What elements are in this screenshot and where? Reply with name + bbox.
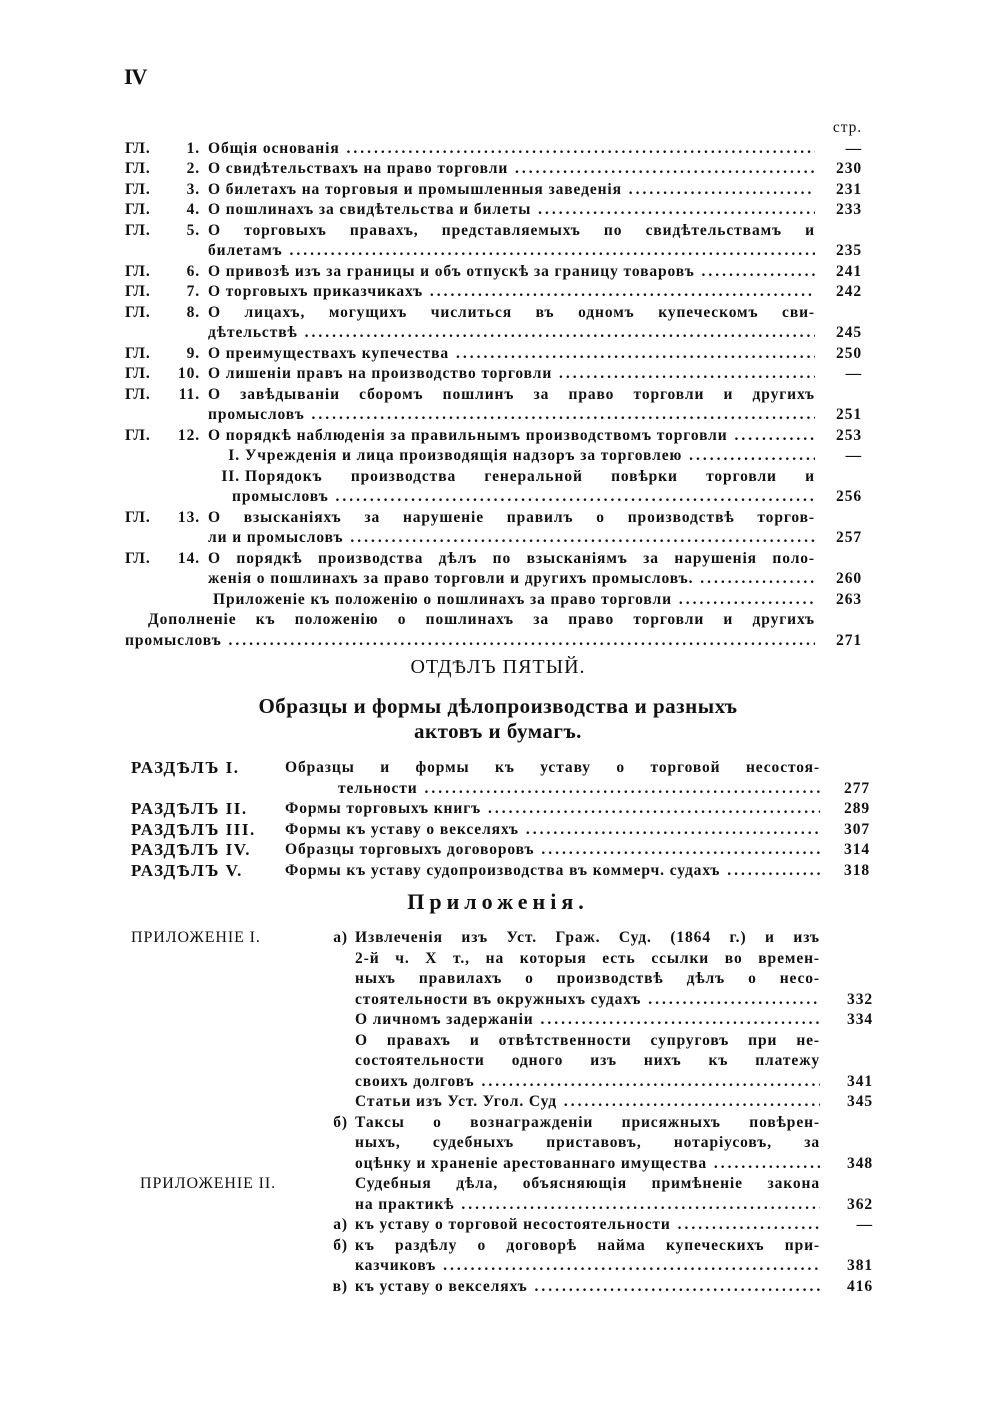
toc-line <box>0 758 1000 779</box>
entry-text: Формы къ уставу судопроизводства въ коммерч. судахъ ..... <box>285 861 820 882</box>
toc-line <box>0 799 1000 820</box>
entry-text: промысловъ ..... <box>125 631 815 652</box>
entry-label: ГЛ. <box>125 160 151 177</box>
page-column-header <box>0 118 1000 139</box>
entry-number: б) <box>333 1113 348 1131</box>
toc-line <box>0 159 1000 180</box>
entry-text-line <box>208 159 815 180</box>
entry-number: в) <box>332 1277 348 1295</box>
page-ref: 289 <box>844 800 870 817</box>
entry-label: РАЗДѢЛЪ I. <box>131 758 240 777</box>
entry-text-line <box>338 779 820 800</box>
toc-line <box>0 779 1000 800</box>
entry-text-line <box>208 241 815 262</box>
entry-label: ГЛ. <box>125 180 151 198</box>
entry-text: Формы торговыхъ книгъ ..... <box>285 799 820 820</box>
toc-line <box>0 1031 1000 1052</box>
toc-line <box>0 1195 1000 1216</box>
entry-label: РАЗДѢЛЪ V. <box>131 860 243 880</box>
entry-text-line <box>355 1174 820 1195</box>
entry-text-line <box>232 487 815 508</box>
page-ref: 253 <box>836 426 862 444</box>
toc-line <box>0 569 1000 590</box>
page-ref: — <box>845 365 862 382</box>
toc-line <box>0 861 1000 882</box>
page-ref: 277 <box>844 779 870 797</box>
page-ref: 231 <box>836 180 862 198</box>
page-ref: 381 <box>847 1257 873 1274</box>
entry-number: 7. <box>186 283 200 300</box>
toc-line <box>0 928 1000 949</box>
page-ref: 332 <box>847 990 873 1008</box>
toc-line <box>0 1215 1000 1236</box>
toc-line <box>0 221 1000 242</box>
toc-line <box>0 1277 1000 1298</box>
entry-label: ГЛ. <box>125 365 151 382</box>
entry-number: 9. <box>186 344 200 362</box>
entry-text: билетамъ ..... <box>208 241 815 262</box>
entry-text-line <box>285 758 820 779</box>
entry-text: дѣтельствѣ ..... <box>208 323 815 344</box>
entry-text-line <box>125 631 815 652</box>
page-ref: 245 <box>836 324 862 341</box>
section5-header <box>0 656 1000 682</box>
toc-line <box>0 405 1000 426</box>
entry-text-line <box>355 1010 820 1031</box>
entry-text-line <box>355 949 820 970</box>
entry-text-line <box>208 180 815 201</box>
toc-line <box>0 241 1000 262</box>
page-ref: 235 <box>836 242 862 259</box>
entry-text-line <box>355 1256 820 1277</box>
section5-subtitle-line: актовъ и бумагъ. <box>414 719 582 743</box>
section5-subtitle-line: Образцы и формы дѣлопроизводства и разныхъ <box>258 694 738 718</box>
toc-line <box>0 549 1000 570</box>
page-ref: 341 <box>847 1072 873 1090</box>
entry-text: О правахъ и отвѣтственности супруговъ при не- <box>355 1031 820 1049</box>
entry-text: О порядкѣ наблюденія за правильнымъ производствомъ торговли ..... <box>208 426 815 447</box>
entry-number: 1. <box>186 139 200 157</box>
entry-text-line <box>245 467 815 488</box>
entry-number: 13. <box>177 508 200 526</box>
page-ref: — <box>845 139 862 157</box>
appendices-title: Приложенія. <box>407 889 589 914</box>
entry-number: а) <box>333 1216 348 1233</box>
entry-label: ГЛ. <box>125 385 151 403</box>
toc-line <box>0 467 1000 488</box>
toc-line <box>0 1051 1000 1072</box>
page-ref: 241 <box>836 262 862 280</box>
entry-text: Порядокъ производства генеральной повѣрки торговли и <box>245 467 815 485</box>
page-ref: 230 <box>836 160 862 177</box>
entry-text-line <box>208 364 815 385</box>
entry-text-line <box>355 1195 820 1216</box>
entry-text: Формы къ уставу о векселяхъ ..... <box>285 820 820 841</box>
entry-text-line <box>355 969 820 990</box>
entry-label: РАЗДѢЛЪ IV. <box>131 840 252 859</box>
entry-text-line <box>355 1215 820 1236</box>
toc-line <box>0 262 1000 283</box>
toc-line <box>0 303 1000 324</box>
entry-text: О преимуществахъ купечества ..... <box>208 344 815 365</box>
entry-text-line <box>285 840 820 861</box>
entry-text: Судебныя дѣла, объясняющія примѣненіе закона <box>355 1175 820 1192</box>
toc-line <box>0 1092 1000 1113</box>
toc-line <box>0 1072 1000 1093</box>
toc-line <box>0 508 1000 529</box>
entry-label: ГЛ. <box>125 344 151 362</box>
page-ref: 233 <box>836 201 862 218</box>
entry-text: Образцы и формы къ уставу о торговой несостоя- <box>285 759 820 776</box>
entry-text: къ раздѣлу о договорѣ найма купеческихъ при- <box>355 1236 820 1254</box>
entry-number: 3. <box>186 180 200 198</box>
entry-text: Учрежденія и лица производящія надзоръ за торговлею ..... <box>245 446 815 467</box>
entry-text-line <box>208 549 815 570</box>
entry-text-line <box>355 1113 820 1134</box>
entry-text-line <box>208 323 815 344</box>
page-ref: 242 <box>836 283 862 300</box>
page-column-label: стр. <box>832 119 862 136</box>
page-ref: 250 <box>836 344 862 362</box>
entry-text: ныхъ правилахъ о производствѣ дѣлъ о несо- <box>355 970 820 987</box>
toc-line <box>0 990 1000 1011</box>
page-ref: — <box>845 447 862 464</box>
entry-label: ПРИЛОЖЕНІЕ I. <box>131 929 261 946</box>
entry-text-line <box>208 282 815 303</box>
entry-text-line <box>355 1133 820 1154</box>
entry-text: О порядкѣ производства дѣлъ по взысканіямъ за нарушенія поло- <box>208 549 815 567</box>
page-ref: 271 <box>836 631 862 649</box>
entry-text: Дополненіе къ положенію о пошлинахъ за право торговли и другихъ <box>148 611 815 628</box>
page-ref: — <box>856 1216 873 1233</box>
entry-text: О пошлинахъ за свидѣтельства и билеты ..... <box>208 200 815 221</box>
entry-text: къ уставу о торговой несостоятельности ..... <box>355 1215 820 1236</box>
entry-text-line <box>285 799 820 820</box>
entry-text-line <box>245 446 815 467</box>
section5-razdels <box>0 758 1000 881</box>
entry-number: II. <box>221 467 240 485</box>
page-ref: 307 <box>844 820 870 838</box>
toc-line <box>0 820 1000 841</box>
toc-line <box>0 364 1000 385</box>
entry-text-line <box>213 590 815 611</box>
entry-number: 10. <box>177 365 200 382</box>
section5-title: ОТДѢЛЪ ПЯТЫЙ. <box>410 656 586 678</box>
entry-text: промысловъ ..... <box>208 405 815 426</box>
entry-text: О привозѣ изъ за границы и объ отпускѣ за границу товаровъ ..... <box>208 262 815 283</box>
page-ref: 345 <box>847 1093 873 1110</box>
toc-line <box>0 385 1000 406</box>
entry-text: состоятельности одного изъ нихъ къ платежу <box>355 1052 820 1069</box>
entry-text: Общія основанія ..... <box>208 139 815 160</box>
toc-line <box>0 631 1000 652</box>
entry-text-line <box>355 1072 820 1093</box>
entry-text-line <box>208 508 815 529</box>
toc-line <box>0 344 1000 365</box>
entry-text: О завѣдываніи сборомъ пошлинъ за право торговли и другихъ <box>208 385 815 403</box>
entry-text-line <box>355 1092 820 1113</box>
toc-line <box>0 1256 1000 1277</box>
page-ref: 257 <box>836 529 862 546</box>
entry-number: б) <box>333 1236 348 1254</box>
entry-text: къ уставу о векселяхъ ..... <box>355 1277 820 1298</box>
page-ref: 334 <box>847 1011 873 1028</box>
entry-text-line <box>208 221 815 242</box>
entry-text: О лицахъ, могущихъ числиться въ одномъ купеческомъ сви- <box>208 303 815 321</box>
toc-line <box>0 528 1000 549</box>
entry-text-line <box>355 1031 820 1052</box>
entry-text: Таксы о вознагражденіи присяжныхъ повѣрен- <box>355 1113 820 1131</box>
entry-text-line <box>355 928 820 949</box>
toc-line <box>0 200 1000 221</box>
entry-text: Приложеніе къ положенію о пошлинахъ за право торговли ..... <box>213 590 815 611</box>
entry-text: казчиковъ ..... <box>355 1256 820 1277</box>
entry-text-line <box>285 820 820 841</box>
entry-text-line <box>208 405 815 426</box>
entry-text-line <box>208 385 815 406</box>
page-ref: 263 <box>836 590 862 608</box>
entry-text-line <box>285 861 820 882</box>
entry-text-line <box>355 990 820 1011</box>
page-ref: 348 <box>847 1154 873 1172</box>
entry-text-line <box>148 610 815 631</box>
entry-label: ГЛ. <box>125 508 151 526</box>
toc-line <box>0 969 1000 990</box>
entry-text: Статьи изъ Уст. Угол. Суд ..... <box>355 1092 820 1113</box>
toc-line <box>0 282 1000 303</box>
toc-line <box>0 1010 1000 1031</box>
entry-text: О торговыхъ правахъ, представляемыхъ по свидѣтельствамъ и <box>208 221 815 239</box>
page-ref: 318 <box>844 861 870 879</box>
entry-text: на практикѣ ..... <box>355 1195 820 1216</box>
entry-number: 11. <box>178 385 200 403</box>
appendices-list <box>0 928 1000 1297</box>
entry-number: 2. <box>186 160 200 177</box>
toc-line <box>0 1133 1000 1154</box>
page-ref: 256 <box>836 488 862 505</box>
entry-text-line <box>208 303 815 324</box>
entry-text: О лишеніи правъ на производство торговли ..... <box>208 364 815 385</box>
entry-text-line <box>208 426 815 447</box>
entry-text-line <box>355 1154 820 1175</box>
entry-label: ГЛ. <box>125 303 151 321</box>
toc-line <box>0 426 1000 447</box>
entry-text-line <box>208 262 815 283</box>
toc-line <box>0 139 1000 160</box>
page-number: IV <box>124 64 147 89</box>
page-ref: 314 <box>844 841 870 858</box>
toc-line <box>0 1113 1000 1134</box>
entry-number: 6. <box>186 262 200 280</box>
toc-line <box>0 1236 1000 1257</box>
entry-text: своихъ долговъ ..... <box>355 1072 820 1093</box>
toc-line <box>0 323 1000 344</box>
entry-text: 2-й ч. X т., на которыя есть ссылки во времен- <box>355 949 820 967</box>
page-ref: 260 <box>836 570 862 587</box>
toc-line <box>0 610 1000 631</box>
entry-label: ГЛ. <box>125 262 151 280</box>
page-ref: 362 <box>847 1195 873 1213</box>
page-ref: 416 <box>847 1277 873 1295</box>
entry-text: стоятельности въ окружныхъ судахъ ..... <box>355 990 820 1011</box>
entry-label: ГЛ. <box>125 549 151 567</box>
entry-text: оцѣнку и храненіе арестованнаго имущества ..... <box>355 1154 820 1175</box>
entry-text: ныхъ, судебныхъ приставовъ, нотаріусовъ, за <box>355 1134 820 1151</box>
entry-text: О билетахъ на торговыя и промышленныя заведенія ..... <box>208 180 815 201</box>
entry-label: РАЗДѢЛЪ III. <box>131 819 256 839</box>
entry-number: 5. <box>186 221 200 239</box>
entry-number: 8. <box>186 303 200 321</box>
toc-line <box>0 487 1000 508</box>
entry-label: ГЛ. <box>125 283 151 300</box>
entry-label: ГЛ. <box>125 426 151 444</box>
entry-text-line <box>208 139 815 160</box>
entry-text: тельности ..... <box>338 779 820 800</box>
entry-text: ли и промысловъ ..... <box>208 528 815 549</box>
entry-text: Образцы торговыхъ договоровъ ..... <box>285 840 820 861</box>
entry-text: Извлеченія изъ Уст. Граж. Суд. (1864 г.) и изъ <box>355 929 820 946</box>
entry-label: РАЗДѢЛЪ II. <box>131 799 248 818</box>
entry-text-line <box>208 200 815 221</box>
entry-text-line <box>208 569 815 590</box>
entry-label: ПРИЛОЖЕНІЕ II. <box>140 1175 277 1192</box>
entry-number: 14. <box>177 549 200 567</box>
entry-text: О торговыхъ приказчикахъ ..... <box>208 282 815 303</box>
entry-text: О личномъ задержаніи ..... <box>355 1010 820 1031</box>
toc-line <box>0 1154 1000 1175</box>
entry-number: 4. <box>186 201 200 218</box>
entry-text: О взысканіяхъ за нарушеніе правилъ о производствѣ торгов- <box>208 508 815 526</box>
entry-text: промысловъ ..... <box>232 487 815 508</box>
entry-text-line <box>208 528 815 549</box>
entry-number: 12. <box>177 426 200 444</box>
page-ref: 251 <box>836 406 862 423</box>
entry-text-line <box>355 1051 820 1072</box>
toc-line <box>0 180 1000 201</box>
toc-line <box>0 949 1000 970</box>
entry-text-line <box>208 344 815 365</box>
entry-number: I. <box>228 447 240 464</box>
toc-chapters <box>0 118 1000 651</box>
entry-label: ГЛ. <box>125 201 151 218</box>
entry-text: женія о пошлинахъ за право торговли и другихъ промысловъ. ..... <box>208 569 815 590</box>
entry-text-line <box>355 1236 820 1257</box>
entry-text: О свидѣтельствахъ на право торговли ..... <box>208 159 815 180</box>
entry-label: ГЛ. <box>125 139 151 157</box>
entry-number: а) <box>333 929 348 946</box>
toc-line <box>0 1174 1000 1195</box>
entry-text-line <box>355 1277 820 1298</box>
appendices-header <box>0 889 1000 917</box>
entry-label: ГЛ. <box>125 221 151 239</box>
toc-line <box>0 590 1000 611</box>
toc-line <box>0 446 1000 467</box>
toc-line <box>0 840 1000 861</box>
